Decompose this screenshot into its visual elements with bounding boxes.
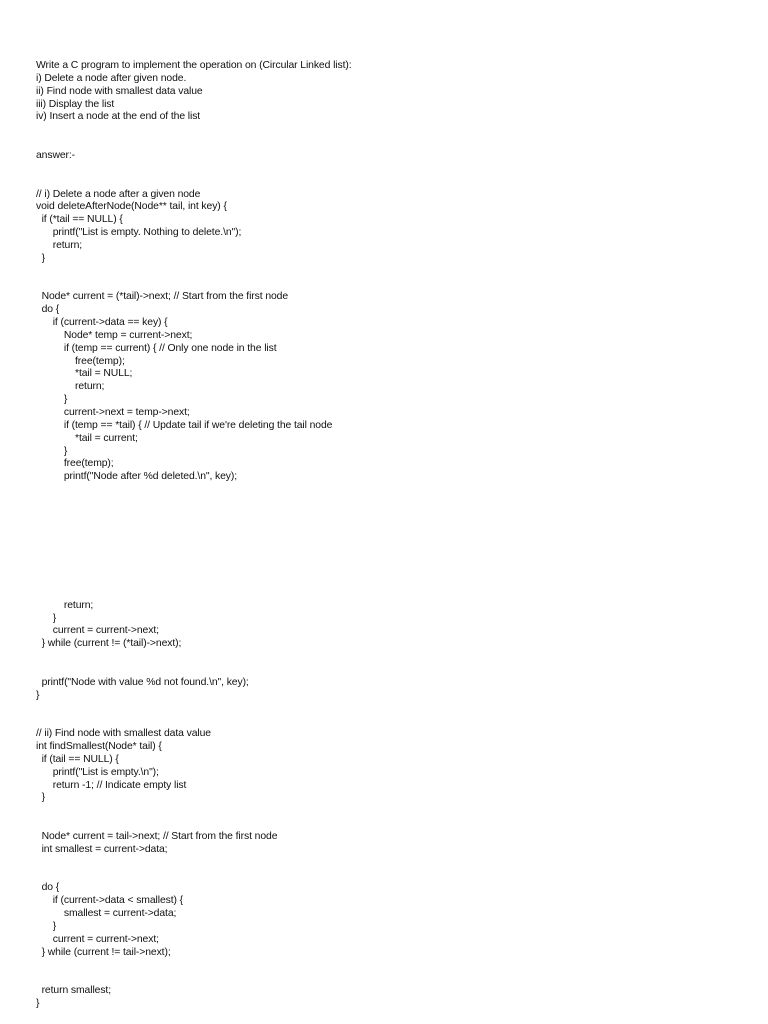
document-text-line: Node* current = tail->next; // Start from the first node xyxy=(36,831,278,842)
document-text-line: ii) Find node with smallest data value xyxy=(36,85,203,97)
document-text-line: return smallest; xyxy=(36,985,111,997)
document-text-line: int findSmallest(Node* tail) { xyxy=(36,741,162,753)
document-text-line: Node* current = (*tail)->next; // Start from the first node xyxy=(36,291,289,303)
document-text-line: } xyxy=(36,689,40,701)
document-text-line: if (temp == current) { // Only one node in the list xyxy=(36,342,277,354)
document-text-line: iii) Display the list xyxy=(36,98,115,110)
document-text-line: return; xyxy=(36,599,94,611)
document-text-line: } xyxy=(36,445,68,457)
document-text-line: } xyxy=(36,920,57,932)
document-text-line: free(temp); xyxy=(36,458,114,470)
document-text-line: iv) Insert a node at the end of the list xyxy=(36,111,201,123)
document-text-line: printf("List is empty. Nothing to delete.\n"); xyxy=(36,227,242,239)
document-text-line: if (tail == NULL) { xyxy=(36,753,119,765)
document-text-line: current = current->next; xyxy=(36,625,159,637)
document-text-line: // ii) Find node with smallest data value xyxy=(36,728,211,740)
document-text-line: free(temp); xyxy=(36,355,125,367)
document-text-line: // i) Delete a node after a given node xyxy=(36,188,201,200)
document-text-line: if (*tail == NULL) { xyxy=(36,214,123,226)
document-text-line: i) Delete a node after given node. xyxy=(36,72,187,84)
document-text-line: if (temp == *tail) { // Update tail if we're deleting the tail node xyxy=(36,419,333,431)
document-text-line: current = current->next; xyxy=(36,933,159,945)
document-text-line: } xyxy=(36,998,40,1010)
document-text-line: int smallest = current->data; xyxy=(36,843,168,855)
document-text-line: if (current->data < smallest) { xyxy=(36,895,184,907)
document-text-line: return -1; // Indicate empty list xyxy=(36,779,187,791)
document-text-line: Write a C program to implement the operation on (Circular Linked list): xyxy=(36,60,352,71)
document-text-line: } xyxy=(36,792,45,804)
document-text-line: do { xyxy=(36,882,60,894)
document-text-line: smallest = current->data; xyxy=(36,908,177,920)
document-text-line: } while (current != (*tail)->next); xyxy=(36,638,182,650)
document-text-line: return; xyxy=(36,381,105,393)
document-text-line: do { xyxy=(36,304,60,316)
document-text-line: *tail = current; xyxy=(36,432,138,444)
document-text-line: Node* temp = current->next; xyxy=(36,329,193,341)
document-text-line: printf("List is empty.\n"); xyxy=(36,766,159,778)
document-text-line: } xyxy=(36,252,45,264)
document-text-line: } while (current != tail->next); xyxy=(36,946,171,958)
document-text-line: void deleteAfterNode(Node** tail, int key) { xyxy=(36,201,227,213)
document-text-line: if (current->data == key) { xyxy=(36,317,168,328)
document-text-line: answer:- xyxy=(36,149,76,161)
document-text-line: current->next = temp->next; xyxy=(36,406,190,418)
document-text-line: } xyxy=(36,612,57,624)
document-text-line: printf("Node with value %d not found.\n", key); xyxy=(36,676,249,688)
document-text-line: return; xyxy=(36,239,83,251)
document-text-line: } xyxy=(36,394,68,406)
document-text-line: *tail = NULL; xyxy=(36,368,133,380)
document-text-line: printf("Node after %d deleted.\n", key); xyxy=(36,471,238,483)
